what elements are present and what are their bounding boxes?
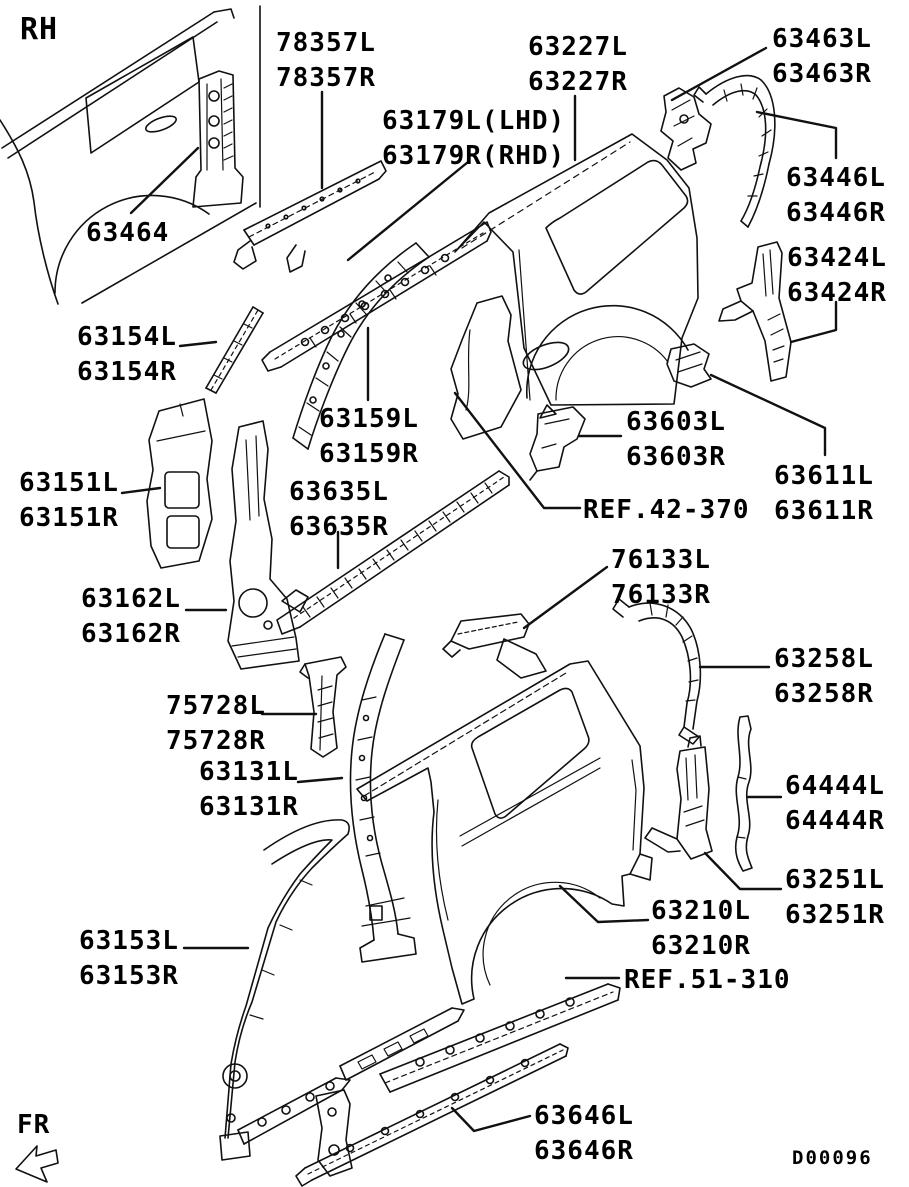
part-label-63179: 63179L(LHD) 63179R(RHD) <box>382 106 566 171</box>
part-label-63424: 63424L 63424R <box>787 243 887 308</box>
part-label-63603: 63603L 63603R <box>626 407 726 472</box>
vehicle-inset-sketch <box>0 6 260 304</box>
part-label-63463: 63463L 63463R <box>772 24 872 89</box>
front-direction-label: FR <box>17 1110 51 1140</box>
part-art-63154 <box>206 307 263 393</box>
part-label-63446: 63446L 63446R <box>786 163 886 228</box>
part-art-63227 <box>455 134 698 418</box>
part-art-63251 <box>645 736 712 859</box>
part-art-63463 <box>661 88 711 170</box>
ref-label-51-310: REF.51-310 <box>624 965 791 995</box>
part-label-76133: 76133L 76133R <box>611 545 711 610</box>
part-label-63159: 63159L 63159R <box>319 404 419 469</box>
part-art-63131 <box>340 634 464 1080</box>
part-label-63258: 63258L 63258R <box>774 644 874 709</box>
part-label-63227: 63227L 63227R <box>528 32 628 97</box>
part-label-63154: 63154L 63154R <box>77 322 177 387</box>
view-side-label: RH <box>20 12 59 47</box>
part-label-64444: 64444L 64444R <box>785 771 885 836</box>
part-art-63646 <box>296 1044 568 1186</box>
part-art-ref-42-370 <box>451 296 521 439</box>
drawing-code-label: D00096 <box>792 1147 873 1169</box>
part-label-63210: 63210L 63210R <box>651 896 751 961</box>
part-art-75728 <box>300 657 346 757</box>
part-art-63464 <box>193 71 243 207</box>
part-art-rocker-sill <box>380 984 620 1092</box>
part-label-63153: 63153L 63153R <box>79 926 179 991</box>
part-label-63646: 63646L 63646R <box>534 1101 634 1166</box>
part-label-78357: 78357L 78357R <box>276 28 376 93</box>
part-art-78357 <box>234 161 386 272</box>
part-art-63603 <box>530 407 585 480</box>
part-label-63251: 63251L 63251R <box>785 865 885 930</box>
part-label-63131: 63131L 63131R <box>199 757 299 822</box>
part-art-64444 <box>736 716 752 871</box>
part-art-63446 <box>694 76 775 227</box>
part-label-75728: 75728L 75728R <box>166 691 266 756</box>
part-art-63210 <box>357 661 652 1004</box>
part-art-63611 <box>667 344 711 387</box>
part-label-63464: 63464 <box>86 218 170 248</box>
part-label-63611: 63611L 63611R <box>774 461 874 526</box>
ref-label-42-370: REF.42-370 <box>583 495 750 525</box>
part-label-63635: 63635L 63635R <box>289 477 389 542</box>
part-label-63162: 63162L 63162R <box>81 584 181 649</box>
fr-direction-arrow <box>16 1146 58 1182</box>
part-label-63151: 63151L 63151R <box>19 468 119 533</box>
part-art-63151 <box>147 399 212 568</box>
part-art-63424 <box>719 242 791 381</box>
